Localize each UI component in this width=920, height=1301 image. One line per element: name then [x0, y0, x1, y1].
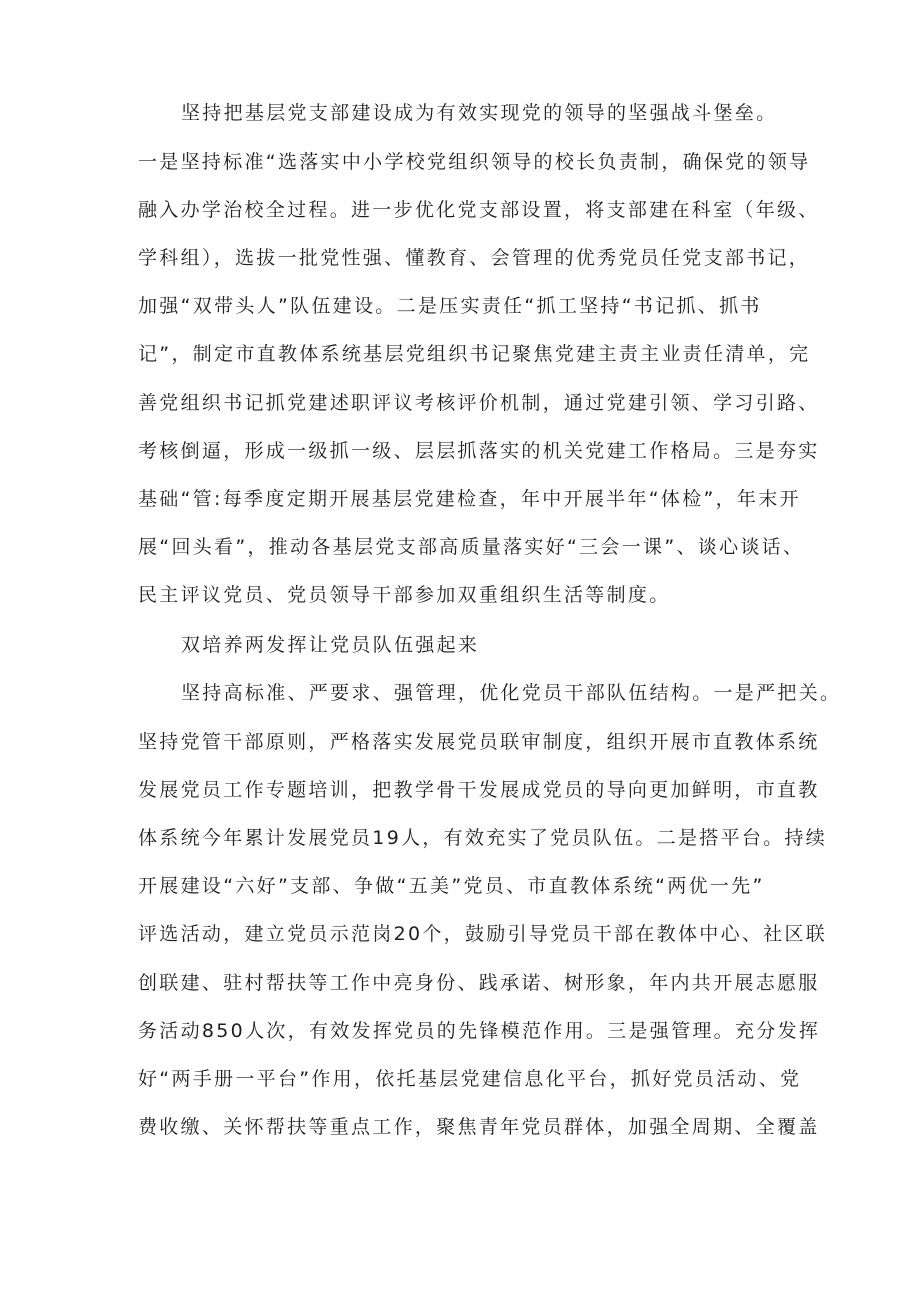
paragraph-line-2: 一是坚持标准“选落实中小学校党组织领导的校长负责制，确保党的领导 — [138, 151, 811, 173]
paragraph-line-3: 融入办学治校全过程。进一步优化党支部设置，将支部建在科室（年级、 — [138, 199, 820, 221]
paragraph-line-19: 务活动850人次，有效发挥党员的先锋模范作用。三是强管理。充分发挥 — [138, 1020, 821, 1042]
paragraph-line-20: 好“两手册一平台”作用，依托基层党建信息化平台，抓好党员活动、党 — [138, 1068, 802, 1090]
section-heading: 双培养两发挥让党员队伍强起来 — [181, 634, 480, 656]
paragraph-line-17: 评选活动，建立党员示范岗20个，鼓励引导党员干部在教体中心、社区联 — [138, 923, 828, 945]
paragraph-line-11: 民主评议党员、党员领导干部参加双重组织生活等制度。 — [138, 584, 671, 606]
paragraph-line-18: 创联建、驻村帮扶等工作中亮身份、践承诺、树形象，年内共开展志愿服 — [138, 972, 820, 994]
paragraph-line-7: 善党组织书记抓党建述职评议考核评价机制，通过党建引领、学习引路、 — [138, 392, 820, 414]
paragraph-line-10: 展“回头看”，推动各基层党支部高质量落实好“三会一课”、谈心谈话、 — [138, 536, 805, 558]
paragraph-line-12: 坚持高标准、严要求、强管理，优化党员干部队伍结构。一是严把关。 — [181, 682, 842, 704]
paragraph-line-8: 考核倒逼，形成一级抓一级、层层抓落实的机关党建工作格局。三是夯实 — [138, 440, 820, 462]
paragraph-line-13: 坚持党管干部原则，严格落实发展党员联审制度，组织开展市直教体系统 — [138, 731, 820, 753]
paragraph-line-1: 坚持把基层党支部建设成为有效实现党的领导的坚强战斗堡垒。 — [181, 102, 778, 124]
paragraph-line-14: 发展党员工作专题培训，把教学骨干发展成党员的导向更加鲜明，市直教 — [138, 779, 820, 801]
paragraph-line-5: 加强“双带头人”队伍建设。二是压实责任“抓工坚持“书记抓、抓书 — [138, 295, 762, 317]
paragraph-line-9: 基础“管:每季度定期开展基层党建检查，年中开展半年“体检”，年末开 — [138, 488, 801, 510]
paragraph-line-16: 开展建设“六好”支部、争做“五美”党员、市直教体系统“两优一先” — [138, 875, 765, 897]
paragraph-line-15: 体系统今年累计发展党员19人，有效充实了党员队伍。二是搭平台。持续 — [138, 827, 828, 849]
paragraph-line-6: 记”，制定市直教体系统基层党组织书记聚焦党建主责主业责任清单，完 — [138, 343, 811, 365]
paragraph-line-21: 费收缴、关怀帮扶等重点工作，聚焦青年党员群体，加强全周期、全覆盖 — [138, 1116, 820, 1138]
paragraph-line-4: 学科组），选拔一批党性强、懂教育、会管理的优秀党员任党支部书记， — [138, 247, 811, 269]
